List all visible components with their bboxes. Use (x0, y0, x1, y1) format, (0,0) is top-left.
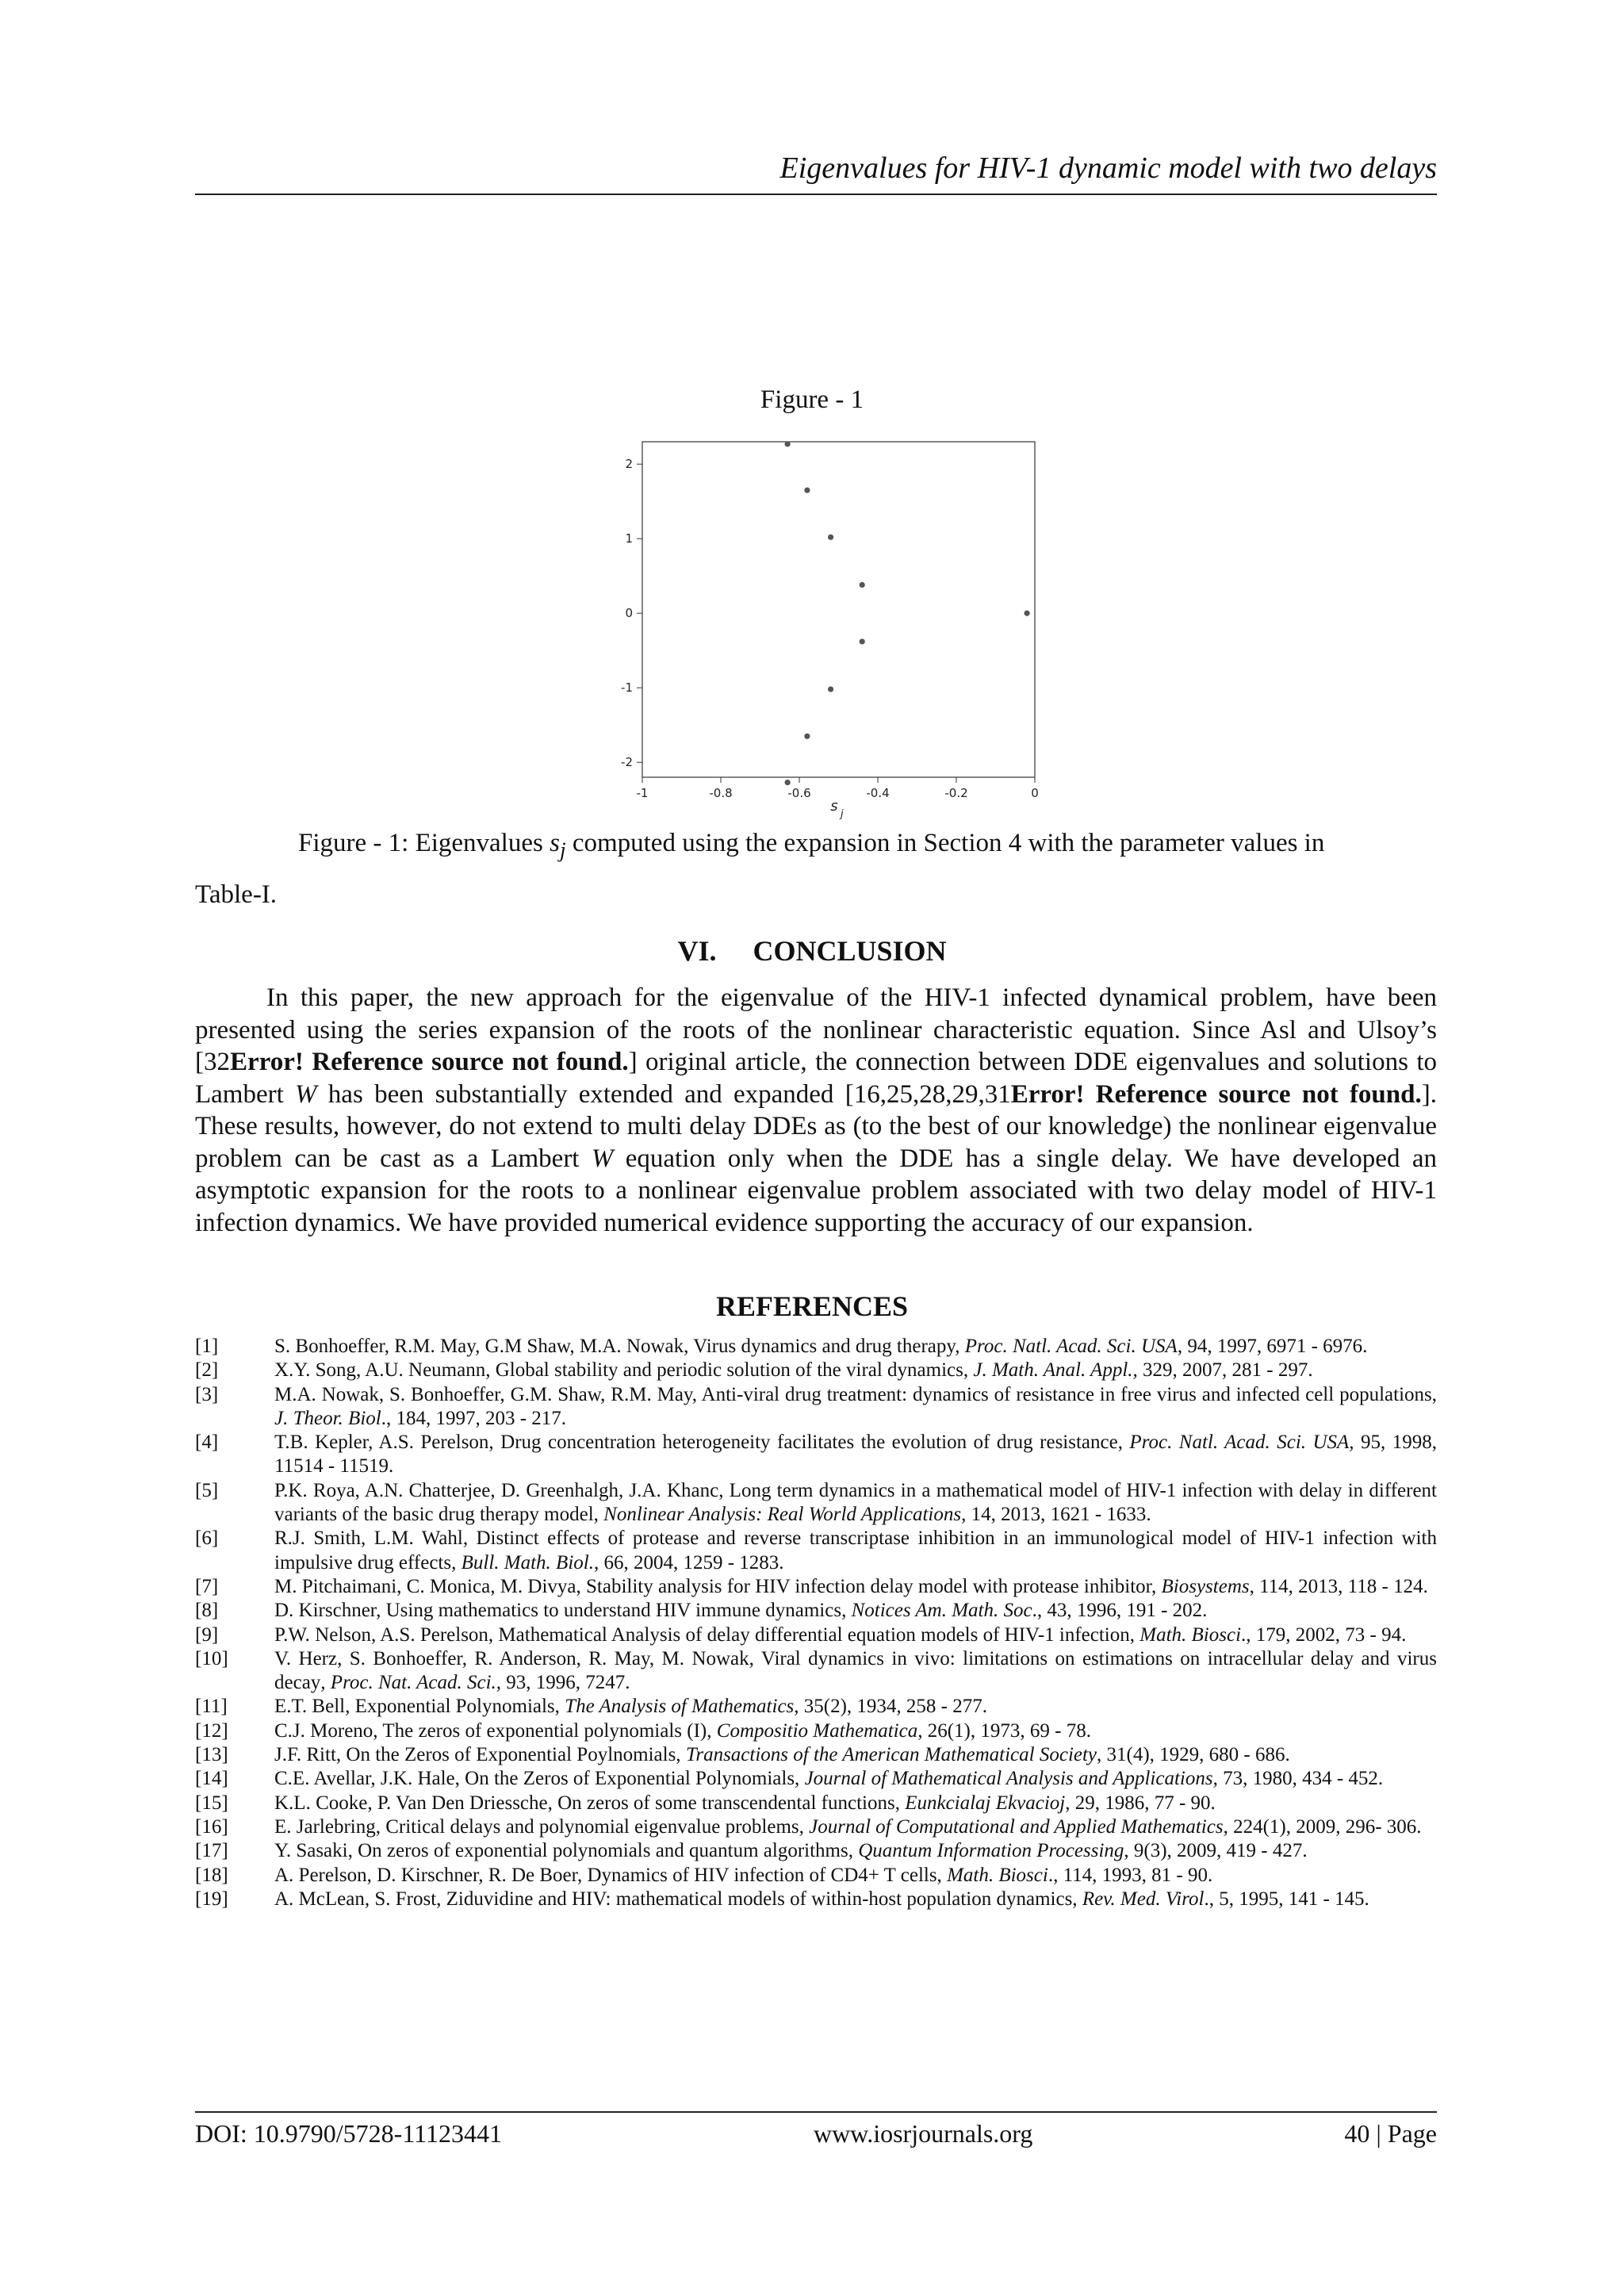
reference-text (274, 1695, 1437, 1719)
reference-details: 93, 1996, 7247. (501, 1672, 630, 1694)
references-list (195, 1335, 1437, 1911)
lambert-w-symbol: W (295, 1079, 317, 1109)
reference-text (274, 1575, 1437, 1599)
reference-number: [2] (195, 1359, 219, 1382)
section-heading-conclusion (0, 934, 1624, 968)
reference-details: , 35(2), 1934, 258 - 277. (794, 1696, 988, 1718)
figure-caption (195, 825, 1437, 913)
reference-number: [12] (195, 1719, 228, 1742)
reference-item (195, 1767, 1437, 1791)
reference-number: [10] (195, 1647, 228, 1669)
reference-details: , 73, 1980, 434 - 452. (1212, 1768, 1384, 1790)
reference-journal: J. Math. Anal. Appl., (973, 1359, 1138, 1382)
reference-authors-title: A. McLean, S. Frost, Ziduvidine and HIV: mathematical models of within-host population dynamics, (274, 1888, 1082, 1910)
reference-item (195, 1431, 1437, 1479)
reference-number: [5] (195, 1479, 219, 1501)
reference-details: ., 5, 1995, 141 - 145. (1204, 1888, 1369, 1910)
reference-text (274, 1599, 1437, 1623)
reference-number: [17] (195, 1840, 228, 1862)
reference-item (195, 1575, 1437, 1599)
reference-details: , 9(3), 2009, 419 - 427. (1124, 1840, 1308, 1862)
reference-number: [8] (195, 1600, 219, 1622)
reference-journal: Eunkcialaj Ekvacioj (905, 1792, 1066, 1814)
reference-authors-title: D. Kirschner, Using mathematics to understand HIV immune dynamics, (274, 1600, 852, 1622)
caption-subscript: j (559, 837, 566, 862)
reference-number: [3] (195, 1383, 219, 1405)
reference-number: [14] (195, 1768, 228, 1790)
reference-item (195, 1888, 1437, 1911)
eigenvalue-point (860, 638, 865, 644)
reference-text (274, 1383, 1437, 1432)
reference-journal: Math. Biosci (1139, 1623, 1242, 1646)
reference-number: [6] (195, 1527, 219, 1550)
reference-journal: The Analysis of Mathematics (565, 1696, 795, 1718)
conclusion-text: has been substantially extended and expanded [16,25,28,29,31 (316, 1079, 1011, 1109)
reference-journal: Transactions of the American Mathematical Society (685, 1744, 1097, 1766)
section-title: CONCLUSION (753, 935, 947, 967)
conclusion-text: ]. These results, however, do not extend to multi delay DDEs as (to the best of our knowledge) the nonlinear eigenvalue problem can be cast as a Lambert (195, 1079, 1437, 1173)
reference-number: [9] (195, 1623, 219, 1646)
reference-item (195, 1623, 1437, 1647)
reference-text (274, 1335, 1437, 1359)
reference-authors-title: E. Jarlebring, Critical delays and polynomial eigenvalue problems (274, 1815, 799, 1838)
reference-journal: Quantum Information Processing (858, 1840, 1124, 1862)
figure-label: Figure - 1 (760, 385, 864, 414)
reference-item (195, 1743, 1437, 1767)
reference-text (274, 1792, 1437, 1815)
x-tick-label: -0.4 (866, 786, 890, 800)
reference-text (274, 1839, 1437, 1863)
reference-details: , 94, 1997, 6971 - 6976. (1177, 1336, 1368, 1357)
conclusion-text: equation only when the DDE has a single delay. We have developed an asymptotic expansion for the roots to a nonlinear eigenvalue problem associated with two delay model of HIV-1 infection dynamics. We have provided numerical evidence supporting the accuracy of our expansion. (195, 1144, 1437, 1237)
reference-authors-title: X.Y. Song, A.U. Neumann, Global stability and periodic solution of the viral dynamics, (274, 1359, 974, 1382)
reference-text (274, 1431, 1437, 1479)
reference-authors-title: K.L. Cooke, P. Van Den Driessche, On zeros of some transcendental functions, (274, 1792, 906, 1814)
reference-journal: Bull. Math. Biol. (461, 1551, 594, 1573)
reference-authors-title: A. Perelson, D. Kirschner, R. De Boer, Dynamics of HIV infection of CD4+ T cells, (274, 1864, 948, 1886)
conclusion-body (195, 982, 1437, 1239)
reference-journal: , Journal of Computational and Applied Mathematics (799, 1815, 1224, 1838)
caption-symbol: s (550, 829, 560, 857)
chart-xlabel-subscript: j (841, 808, 844, 820)
reference-journal: Proc. Natl. Acad. Sci. USA, (1129, 1432, 1354, 1454)
reference-text (274, 1623, 1437, 1647)
reference-authors-title: R.J. Smith, L.M. Wahl, Distinct effects of protease and reverse transcriptase inhibition in an immunological model of HIV-1 infection with impulsive drug effects, (274, 1527, 1437, 1573)
y-tick-label: -2 (621, 755, 633, 770)
conclusion-text: ] original article, the connection between DDE eigenvalues and solutions to Lambert (195, 1048, 1437, 1109)
page-footer (195, 2119, 1437, 2148)
reference-item (195, 1599, 1437, 1623)
reference-item (195, 1335, 1437, 1359)
lambert-w-symbol: W (591, 1144, 614, 1173)
reference-text (274, 1888, 1437, 1911)
caption-text-a: Figure - 1: Eigenvalues (298, 829, 550, 857)
footer-page-number: 40 | Page (1344, 2119, 1437, 2148)
reference-journal: Rev. Med. Virol (1082, 1888, 1205, 1910)
reference-error: Error! Reference source not found. (1010, 1079, 1422, 1109)
x-tick-label: -0.6 (787, 786, 811, 800)
conclusion-paragraph (195, 982, 1437, 1239)
reference-journal: Compositio Mathematica, (716, 1719, 923, 1742)
reference-text (274, 1719, 1437, 1743)
reference-number: [4] (195, 1432, 219, 1454)
reference-journal: , Proc. Nat. Acad. Sci., (320, 1672, 502, 1694)
reference-details: , 14, 2013, 1621 - 1633. (961, 1504, 1151, 1526)
reference-text (274, 1864, 1437, 1888)
reference-text (274, 1359, 1437, 1382)
reference-item (195, 1647, 1437, 1696)
caption-text-b: computed using the expansion in Section 4 with the parameter values in (565, 829, 1325, 857)
y-tick-label: 2 (625, 457, 633, 472)
reference-item (195, 1719, 1437, 1743)
reference-details: , 29, 1986, 77 - 90. (1065, 1792, 1216, 1814)
references-heading: REFERENCES (715, 1290, 909, 1322)
reference-item (195, 1864, 1437, 1888)
reference-number: [15] (195, 1792, 228, 1814)
caption-text-line2: Table-I. (195, 880, 278, 909)
reference-item (195, 1815, 1437, 1839)
chart-plot-frame (642, 442, 1035, 777)
reference-item (195, 1479, 1437, 1527)
reference-authors-title: E.T. Bell, Exponential Polynomials, (274, 1696, 565, 1718)
chart-points (785, 441, 1030, 785)
eigenvalue-point (804, 488, 810, 493)
x-tick-label: -0.8 (709, 786, 733, 800)
reference-item (195, 1792, 1437, 1815)
reference-details: ., 184, 1997, 203 - 217. (381, 1407, 567, 1429)
reference-text (274, 1647, 1437, 1696)
footer-website: www.iosrjournals.org (813, 2119, 1033, 2148)
reference-details: , 31(4), 1929, 680 - 686. (1097, 1744, 1290, 1766)
reference-details: ., 43, 1996, 191 - 202. (1032, 1600, 1208, 1622)
y-tick-label: 0 (625, 606, 633, 621)
reference-journal: Math. Biosci (947, 1864, 1048, 1886)
conclusion-text: In this paper, the new approach for the eigenvalue of the HIV-1 infected dynamical problem, have been presented using the series expansion of the roots of the nonlinear characteristic equation. Since Asl and Ulsoy’s [32 (195, 983, 1437, 1076)
x-tick-label: -0.2 (944, 786, 968, 800)
reference-number: [1] (195, 1336, 219, 1357)
eigenvalue-point (1025, 611, 1030, 616)
reference-error: Error! Reference source not found. (230, 1048, 629, 1076)
x-tick-label: 0 (1031, 786, 1039, 800)
header-rule (195, 194, 1437, 195)
reference-authors-title: C.E. Avellar, J.K. Hale, On the Zeros of Exponential Polynomials, (274, 1768, 805, 1790)
reference-item (195, 1839, 1437, 1863)
reference-authors-title: C.J. Moreno, The zeros of exponential polynomials (I), (274, 1719, 717, 1742)
reference-item (195, 1383, 1437, 1432)
reference-details: , 114, 2013, 118 - 124. (1249, 1575, 1428, 1597)
reference-journal: Nonlinear Analysis: Real World Applications (603, 1504, 962, 1526)
reference-authors-title: J.F. Ritt, On the Zeros of Exponential Poylnomials, (274, 1744, 686, 1766)
reference-number: [16] (195, 1815, 228, 1838)
eigenvalue-point (828, 535, 833, 540)
reference-text (274, 1815, 1437, 1839)
reference-authors-title: M. Pitchaimani, C. Monica, M. Divya, Stability analysis for HIV infection delay model with protease inhibitor, (274, 1575, 1162, 1597)
reference-details: , 66, 2004, 1259 - 1283. (593, 1551, 784, 1573)
reference-details: ., 114, 1993, 81 - 90. (1048, 1864, 1213, 1886)
reference-item (195, 1527, 1437, 1575)
chart-xlabel: s (830, 798, 838, 815)
reference-number: [7] (195, 1575, 219, 1597)
reference-authors-title: P.W. Nelson, A.S. Perelson, Mathematical Analysis of delay differential equation models of HIV-1 infection, (274, 1623, 1140, 1646)
eigenvalue-scatter-chart (603, 432, 1047, 829)
reference-number: [13] (195, 1744, 228, 1766)
reference-number: [11] (195, 1696, 228, 1718)
running-header: Eigenvalues for HIV-1 dynamic model with two delays (779, 151, 1437, 185)
reference-authors-title: V. Herz, S. Bonhoeffer, R. Anderson, R. May, M. Nowak, Viral dynamics in vivo: limitations on estimations on intracellular delay and virus decay (274, 1647, 1437, 1694)
reference-details: , 224(1), 2009, 296- 306. (1223, 1815, 1422, 1838)
reference-item (195, 1359, 1437, 1382)
reference-journal: Biosystems (1161, 1575, 1250, 1597)
reference-item (195, 1695, 1437, 1719)
reference-journal: J. Theor. Biol (274, 1407, 381, 1429)
reference-authors-title: P.K. Roya, A.N. Chatterjee, D. Greenhalgh, J.A. Khanc, Long term dynamics in a mathematical model of HIV-1 infection with delay in different variants of the basic drug therapy model, (274, 1479, 1437, 1526)
reference-details: 329, 2007, 281 - 297. (1137, 1359, 1313, 1382)
reference-text (274, 1743, 1437, 1767)
eigenvalue-point (804, 734, 810, 739)
reference-authors-title: Y. Sasaki, On zeros of exponential polynomials and quantum algorithms, (274, 1840, 859, 1862)
reference-details: 26(1), 1973, 69 - 78. (922, 1719, 1091, 1742)
y-tick-label: 1 (625, 531, 633, 546)
eigenvalue-point (785, 780, 791, 785)
reference-text (274, 1767, 1437, 1791)
reference-number: [19] (195, 1888, 228, 1910)
eigenvalue-point (828, 686, 833, 692)
reference-details: ., 179, 2002, 73 - 94. (1241, 1623, 1407, 1646)
reference-journal: Notices Am. Math. Soc (851, 1600, 1032, 1622)
footer-rule (195, 2111, 1437, 2113)
chart-axes (621, 442, 1039, 800)
y-tick-label: -1 (621, 680, 633, 696)
reference-number: [18] (195, 1864, 228, 1886)
x-tick-label: -1 (636, 786, 649, 800)
reference-text (274, 1479, 1437, 1527)
section-number: VI. (677, 935, 717, 967)
reference-journal: Journal of Mathematical Analysis and Applications (804, 1768, 1213, 1790)
reference-text (274, 1527, 1437, 1575)
reference-authors-title: M.A. Nowak, S. Bonhoeffer, G.M. Shaw, R.M. May, Anti-viral drug treatment: dynamics of resistance in free virus and infected cell populations, (274, 1383, 1437, 1405)
reference-authors-title: S. Bonhoeffer, R.M. May, G.M Shaw, M.A. Nowak, Virus dynamics and drug therapy, (274, 1336, 965, 1357)
footer-doi: DOI: 10.9790/5728-11123441 (195, 2119, 502, 2148)
reference-details: 95, 1998, 11514 - 11519. (274, 1432, 1437, 1478)
eigenvalue-point (860, 582, 865, 588)
eigenvalue-point (785, 441, 791, 447)
reference-authors-title: T.B. Kepler, A.S. Perelson, Drug concentration heterogeneity facilitates the evolution of drug resistance, (274, 1432, 1130, 1454)
reference-journal: Proc. Natl. Acad. Sci. USA (964, 1336, 1178, 1357)
